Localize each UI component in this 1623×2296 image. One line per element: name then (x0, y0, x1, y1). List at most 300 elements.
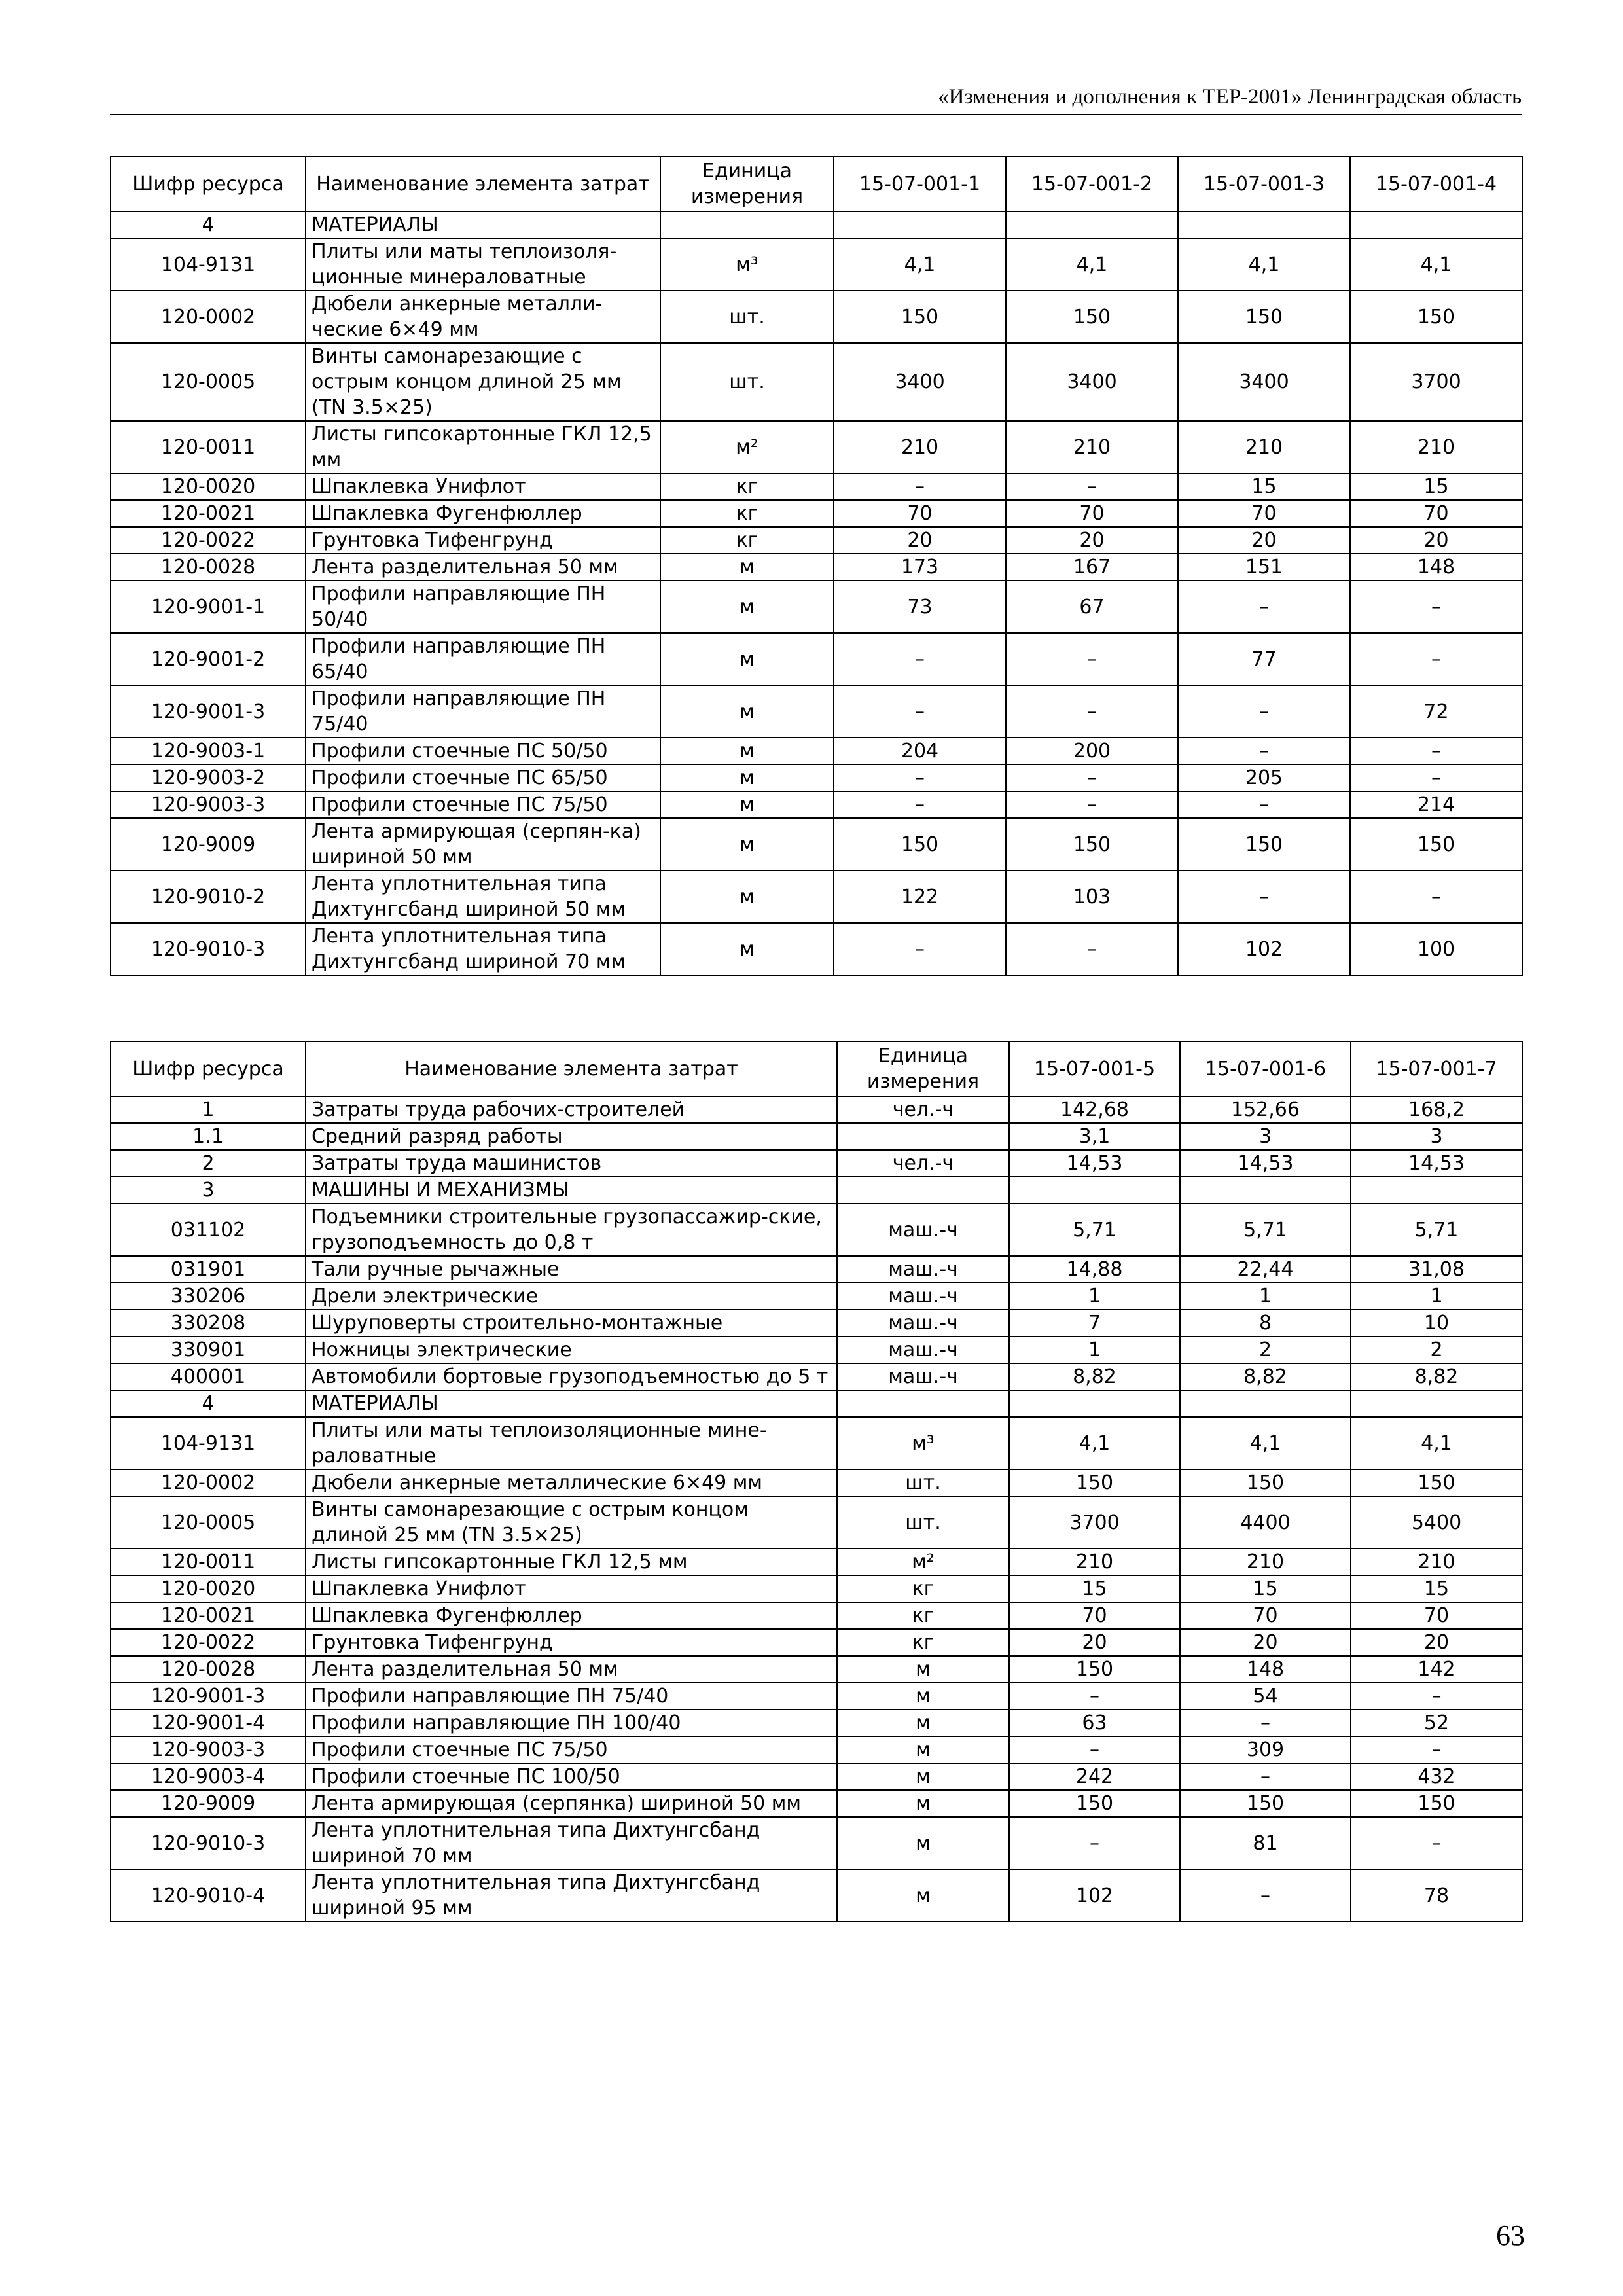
value-cell: 77 (1178, 633, 1350, 685)
unit-cell: чел.-ч (837, 1096, 1009, 1123)
resource-code-cell: 120-0021 (111, 500, 306, 527)
table-row (111, 1096, 1522, 1123)
value-cell: 167 (1006, 554, 1178, 581)
value-cell: 7 (1009, 1310, 1180, 1336)
table-row (111, 211, 1522, 238)
unit-cell (837, 1390, 1009, 1417)
value-cell: 103 (1006, 870, 1178, 923)
value-cell: 20 (1178, 527, 1350, 554)
value-cell: 150 (1180, 1790, 1351, 1817)
value-cell: 150 (1350, 818, 1522, 870)
resource-name-cell: Шпаклевка Фугенфюллер (306, 1602, 837, 1629)
value-cell (1180, 1390, 1351, 1417)
value-cell: 15 (1178, 473, 1350, 500)
value-cell: – (1350, 581, 1522, 633)
resource-code-cell: 120-0028 (111, 554, 306, 581)
column-header: 15-07-001-4 (1350, 156, 1522, 211)
value-cell: 20 (1009, 1629, 1180, 1656)
value-cell: – (1006, 791, 1178, 818)
value-cell: 150 (1006, 291, 1178, 343)
resource-code-cell: 3 (111, 1177, 306, 1204)
value-cell: 5,71 (1009, 1204, 1180, 1256)
value-cell: 4,1 (1006, 238, 1178, 291)
resource-code-cell: 120-9010-4 (111, 1869, 306, 1922)
resource-code-cell: 120-9003-3 (111, 1736, 306, 1763)
value-cell: 1 (1351, 1283, 1522, 1310)
unit-cell: маш.-ч (837, 1336, 1009, 1363)
value-cell: 54 (1180, 1683, 1351, 1710)
unit-cell: м (837, 1817, 1009, 1869)
resource-name-cell: МАТЕРИАЛЫ (306, 211, 660, 238)
value-cell: – (834, 764, 1006, 791)
value-cell: 1 (1009, 1283, 1180, 1310)
value-cell: 14,53 (1180, 1150, 1351, 1177)
resource-name-cell: Лента разделительная 50 мм (306, 554, 660, 581)
unit-cell: м² (660, 421, 834, 473)
value-cell: 148 (1180, 1656, 1351, 1683)
page-number: 63 (1496, 2219, 1525, 2251)
resource-name-cell: Грунтовка Тифенгрунд (306, 527, 660, 554)
unit-cell: кг (837, 1602, 1009, 1629)
resource-name-cell: Профили стоечные ПС 100/50 (306, 1763, 837, 1790)
value-cell: 4,1 (1180, 1417, 1351, 1469)
resource-name-cell: Лента разделительная 50 мм (306, 1656, 837, 1683)
table-row (111, 1683, 1522, 1710)
unit-cell: шт. (660, 291, 834, 343)
value-cell: 4,1 (834, 238, 1006, 291)
unit-cell (837, 1177, 1009, 1204)
column-header: 15-07-001-2 (1006, 156, 1178, 211)
column-header: 15-07-001-6 (1180, 1041, 1351, 1096)
value-cell: 142,68 (1009, 1096, 1180, 1123)
value-cell: 15 (1009, 1575, 1180, 1602)
resource-code-cell: 330901 (111, 1336, 306, 1363)
resource-code-cell: 120-0002 (111, 291, 306, 343)
table-row (111, 1177, 1522, 1204)
resource-name-cell: МАШИНЫ И МЕХАНИЗМЫ (306, 1177, 837, 1204)
resource-name-cell: Дюбели анкерные металли-ческие 6×49 мм (306, 291, 660, 343)
value-cell: 150 (1009, 1656, 1180, 1683)
value-cell: – (1178, 581, 1350, 633)
value-cell: 150 (1006, 818, 1178, 870)
value-cell: – (834, 923, 1006, 975)
value-cell: 1 (1009, 1336, 1180, 1363)
value-cell: 15 (1350, 473, 1522, 500)
value-cell: 14,53 (1009, 1150, 1180, 1177)
value-cell (1178, 211, 1350, 238)
value-cell (1351, 1177, 1522, 1204)
resource-name-cell: Листы гипсокартонные ГКЛ 12,5 мм (306, 421, 660, 473)
value-cell: 20 (1350, 527, 1522, 554)
unit-cell: м (837, 1656, 1009, 1683)
resource-code-cell: 120-9010-3 (111, 1817, 306, 1869)
value-cell: – (1350, 633, 1522, 685)
value-cell: 309 (1180, 1736, 1351, 1763)
value-cell: 14,88 (1009, 1256, 1180, 1283)
value-cell: – (1006, 633, 1178, 685)
value-cell: 204 (834, 738, 1006, 764)
unit-cell: м (660, 870, 834, 923)
value-cell: – (1006, 473, 1178, 500)
resource-code-cell: 120-9001-3 (111, 685, 306, 738)
value-cell: 3 (1180, 1123, 1351, 1150)
table-row (111, 1283, 1522, 1310)
unit-cell: м (660, 764, 834, 791)
value-cell: 72 (1350, 685, 1522, 738)
table-row (111, 685, 1522, 738)
value-cell: 210 (834, 421, 1006, 473)
value-cell: 210 (1180, 1549, 1351, 1575)
unit-cell: м (837, 1790, 1009, 1817)
value-cell: 242 (1009, 1763, 1180, 1790)
value-cell: 102 (1009, 1869, 1180, 1922)
value-cell: 20 (1180, 1629, 1351, 1656)
table-row (111, 818, 1522, 870)
value-cell: 81 (1180, 1817, 1351, 1869)
resource-name-cell: Затраты труда рабочих-строителей (306, 1096, 837, 1123)
value-cell: 432 (1351, 1763, 1522, 1790)
resource-name-cell: Профили направляющие ПН 75/40 (306, 1683, 837, 1710)
table-row (111, 1629, 1522, 1656)
resource-code-cell: 120-0022 (111, 527, 306, 554)
unit-cell: чел.-ч (837, 1150, 1009, 1177)
resource-code-cell: 120-0020 (111, 1575, 306, 1602)
value-cell: – (1180, 1763, 1351, 1790)
resource-name-cell: Лента уплотнительная типа Дихтунгсбанд шириной 95 мм (306, 1869, 837, 1922)
value-cell: 5,71 (1351, 1204, 1522, 1256)
resource-name-cell: Лента уплотнительная типа Дихтунгсбанд шириной 50 мм (306, 870, 660, 923)
resource-name-cell: Винты самонарезающие с острым концом длиной 25 мм (TN 3.5×25) (306, 1496, 837, 1549)
resource-code-cell: 120-9001-3 (111, 1683, 306, 1710)
value-cell: 10 (1351, 1310, 1522, 1336)
unit-cell: маш.-ч (837, 1310, 1009, 1336)
table-row (111, 1496, 1522, 1549)
value-cell: 4,1 (1350, 238, 1522, 291)
value-cell: 78 (1351, 1869, 1522, 1922)
table-header-row (111, 1041, 1522, 1096)
resource-code-cell: 120-9001-2 (111, 633, 306, 685)
unit-cell: м (837, 1763, 1009, 1790)
value-cell: 3400 (1006, 343, 1178, 421)
value-cell: 20 (1006, 527, 1178, 554)
resource-code-cell: 330206 (111, 1283, 306, 1310)
document-header: «Изменения и дополнения к ТЕР-2001» Ленинградская область (938, 85, 1522, 109)
resource-code-cell: 031102 (111, 1204, 306, 1256)
table-row (111, 500, 1522, 527)
value-cell: 70 (1178, 500, 1350, 527)
value-cell: – (1180, 1869, 1351, 1922)
value-cell: 70 (834, 500, 1006, 527)
value-cell: 8 (1180, 1310, 1351, 1336)
value-cell: 70 (1350, 500, 1522, 527)
unit-cell: м³ (660, 238, 834, 291)
resource-name-cell: Средний разряд работы (306, 1123, 837, 1150)
table-row (111, 421, 1522, 473)
unit-cell: кг (837, 1575, 1009, 1602)
resource-name-cell: Профили стоечные ПС 65/50 (306, 764, 660, 791)
unit-cell: м (837, 1869, 1009, 1922)
table-row (111, 870, 1522, 923)
value-cell: 210 (1006, 421, 1178, 473)
resource-table-2 (110, 1041, 1523, 1922)
value-cell: – (1178, 738, 1350, 764)
resource-code-cell: 120-9010-3 (111, 923, 306, 975)
value-cell: 102 (1178, 923, 1350, 975)
resource-name-cell: Дрели электрические (306, 1283, 837, 1310)
resource-code-cell: 4 (111, 211, 306, 238)
unit-cell: м (837, 1683, 1009, 1710)
value-cell: 5400 (1351, 1496, 1522, 1549)
resource-code-cell: 120-9003-2 (111, 764, 306, 791)
table-row (111, 1790, 1522, 1817)
value-cell: 3400 (1178, 343, 1350, 421)
value-cell: 150 (1178, 291, 1350, 343)
value-cell: 4,1 (1009, 1417, 1180, 1469)
table-header-row (111, 156, 1522, 211)
value-cell: – (1009, 1683, 1180, 1710)
value-cell (1180, 1177, 1351, 1204)
value-cell: – (1178, 870, 1350, 923)
table-row (111, 1575, 1522, 1602)
unit-cell: м (660, 554, 834, 581)
resource-name-cell: Профили направляющие ПН 75/40 (306, 685, 660, 738)
unit-cell: маш.-ч (837, 1256, 1009, 1283)
unit-cell: м (837, 1710, 1009, 1736)
value-cell: 151 (1178, 554, 1350, 581)
unit-cell: шт. (837, 1496, 1009, 1549)
value-cell: – (834, 633, 1006, 685)
value-cell: – (834, 473, 1006, 500)
value-cell: 73 (834, 581, 1006, 633)
value-cell: 4400 (1180, 1496, 1351, 1549)
value-cell: 2 (1351, 1336, 1522, 1363)
column-header: 15-07-001-7 (1351, 1041, 1522, 1096)
value-cell: 150 (1009, 1790, 1180, 1817)
value-cell: 8,82 (1351, 1363, 1522, 1390)
table-row (111, 527, 1522, 554)
table-row (111, 1736, 1522, 1763)
value-cell: 20 (1351, 1629, 1522, 1656)
value-cell: – (1351, 1817, 1522, 1869)
value-cell (1009, 1177, 1180, 1204)
resource-name-cell: Лента уплотнительная типа Дихтунгсбанд шириной 70 мм (306, 1817, 837, 1869)
resource-code-cell: 120-9003-4 (111, 1763, 306, 1790)
value-cell: 70 (1006, 500, 1178, 527)
column-header: 15-07-001-1 (834, 156, 1006, 211)
table-row (111, 238, 1522, 291)
resource-name-cell: Шпаклевка Унифлот (306, 473, 660, 500)
resource-code-cell: 120-9003-3 (111, 791, 306, 818)
resource-name-cell: Профили направляющие ПН 50/40 (306, 581, 660, 633)
resource-code-cell: 120-9001-4 (111, 1710, 306, 1736)
value-cell (834, 211, 1006, 238)
table-row (111, 1817, 1522, 1869)
unit-cell: кг (837, 1629, 1009, 1656)
value-cell: – (1009, 1736, 1180, 1763)
resource-name-cell: Лента армирующая (серпянка) шириной 50 мм (306, 1790, 837, 1817)
table-row (111, 1549, 1522, 1575)
resource-name-cell: Листы гипсокартонные ГКЛ 12,5 мм (306, 1549, 837, 1575)
resource-table-1 (110, 156, 1523, 976)
unit-cell (660, 211, 834, 238)
table-row (111, 1150, 1522, 1177)
value-cell: 168,2 (1351, 1096, 1522, 1123)
value-cell: 210 (1350, 421, 1522, 473)
value-cell: 150 (834, 291, 1006, 343)
value-cell: 148 (1350, 554, 1522, 581)
value-cell: – (1006, 923, 1178, 975)
column-header: Шифр ресурса (111, 156, 306, 211)
unit-cell: м² (837, 1549, 1009, 1575)
value-cell: 15 (1180, 1575, 1351, 1602)
table-row (111, 1763, 1522, 1790)
value-cell: 210 (1009, 1549, 1180, 1575)
resource-code-cell: 330208 (111, 1310, 306, 1336)
unit-cell: м (660, 818, 834, 870)
table-row (111, 1710, 1522, 1736)
unit-cell: маш.-ч (837, 1363, 1009, 1390)
value-cell: 3700 (1350, 343, 1522, 421)
header-rule (110, 114, 1522, 115)
resource-name-cell: Грунтовка Тифенгрунд (306, 1629, 837, 1656)
resource-code-cell: 120-9010-2 (111, 870, 306, 923)
value-cell (1351, 1390, 1522, 1417)
value-cell: 8,82 (1180, 1363, 1351, 1390)
resource-name-cell: Профили стоечные ПС 75/50 (306, 1736, 837, 1763)
value-cell: 210 (1351, 1549, 1522, 1575)
value-cell: 150 (1351, 1469, 1522, 1496)
value-cell: 8,82 (1009, 1363, 1180, 1390)
value-cell: 122 (834, 870, 1006, 923)
resource-code-cell: 120-9009 (111, 1790, 306, 1817)
value-cell: 1 (1180, 1283, 1351, 1310)
resource-name-cell: Винты самонарезающие с острым концом длиной 25 мм (TN 3.5×25) (306, 343, 660, 421)
value-cell: 3700 (1009, 1496, 1180, 1549)
table-row (111, 554, 1522, 581)
value-cell: – (1178, 685, 1350, 738)
resource-code-cell: 120-9001-1 (111, 581, 306, 633)
resource-name-cell: Профили стоечные ПС 75/50 (306, 791, 660, 818)
column-header: Шифр ресурса (111, 1041, 306, 1096)
table-row (111, 291, 1522, 343)
resource-name-cell: Шпаклевка Фугенфюллер (306, 500, 660, 527)
value-cell: 70 (1009, 1602, 1180, 1629)
unit-cell: м (660, 633, 834, 685)
value-cell: – (834, 791, 1006, 818)
column-header: Единица измерения (660, 156, 834, 211)
table-row (111, 1390, 1522, 1417)
value-cell: 150 (1178, 818, 1350, 870)
value-cell: – (1006, 764, 1178, 791)
unit-cell: м (660, 923, 834, 975)
resource-code-cell: 031901 (111, 1256, 306, 1283)
value-cell: 2 (1180, 1336, 1351, 1363)
value-cell: – (1350, 764, 1522, 791)
unit-cell: м (660, 581, 834, 633)
unit-cell: кг (660, 473, 834, 500)
value-cell: – (1006, 685, 1178, 738)
resource-name-cell: Ножницы электрические (306, 1336, 837, 1363)
resource-code-cell: 104-9131 (111, 238, 306, 291)
value-cell: 52 (1351, 1710, 1522, 1736)
value-cell: 173 (834, 554, 1006, 581)
value-cell: 67 (1006, 581, 1178, 633)
value-cell: 3 (1351, 1123, 1522, 1150)
table-row (111, 473, 1522, 500)
value-cell: – (1180, 1710, 1351, 1736)
resource-name-cell: Профили направляющие ПН 100/40 (306, 1710, 837, 1736)
resource-name-cell: Профили стоечные ПС 50/50 (306, 738, 660, 764)
column-header: 15-07-001-5 (1009, 1041, 1180, 1096)
unit-cell: кг (660, 500, 834, 527)
value-cell: 150 (1350, 291, 1522, 343)
resource-name-cell: Шуруповерты строительно-монтажные (306, 1310, 837, 1336)
value-cell: 200 (1006, 738, 1178, 764)
value-cell: – (1351, 1683, 1522, 1710)
unit-cell: маш.-ч (837, 1204, 1009, 1256)
resource-code-cell: 2 (111, 1150, 306, 1177)
table-row (111, 1656, 1522, 1683)
value-cell: 5,71 (1180, 1204, 1351, 1256)
unit-cell: м (660, 685, 834, 738)
resource-name-cell: Шпаклевка Унифлот (306, 1575, 837, 1602)
table-row (111, 1417, 1522, 1469)
resource-code-cell: 120-0011 (111, 421, 306, 473)
value-cell: 3,1 (1009, 1123, 1180, 1150)
resource-code-cell: 120-0002 (111, 1469, 306, 1496)
resource-name-cell: Лента армирующая (серпян-ка) шириной 50 мм (306, 818, 660, 870)
resource-code-cell: 120-0020 (111, 473, 306, 500)
value-cell: 150 (1351, 1790, 1522, 1817)
value-cell: 100 (1350, 923, 1522, 975)
table-row (111, 1363, 1522, 1390)
value-cell: 142 (1351, 1656, 1522, 1683)
resource-code-cell: 120-0011 (111, 1549, 306, 1575)
column-header: 15-07-001-3 (1178, 156, 1350, 211)
unit-cell (837, 1123, 1009, 1150)
value-cell: 31,08 (1351, 1256, 1522, 1283)
value-cell: – (1351, 1736, 1522, 1763)
resource-name-cell: Лента уплотнительная типа Дихтунгсбанд шириной 70 мм (306, 923, 660, 975)
table-row (111, 633, 1522, 685)
unit-cell: кг (660, 527, 834, 554)
unit-cell: маш.-ч (837, 1283, 1009, 1310)
table-row (111, 1204, 1522, 1256)
value-cell: – (1350, 870, 1522, 923)
resource-name-cell: Профили направляющие ПН 65/40 (306, 633, 660, 685)
resource-code-cell: 4 (111, 1390, 306, 1417)
resource-name-cell: Подъемники строительные грузопассажир-ские, грузоподъемность до 0,8 т (306, 1204, 837, 1256)
table-row (111, 581, 1522, 633)
unit-cell: м (837, 1736, 1009, 1763)
resource-code-cell: 120-0022 (111, 1629, 306, 1656)
value-cell: 70 (1180, 1602, 1351, 1629)
table-row (111, 1336, 1522, 1363)
value-cell: 150 (834, 818, 1006, 870)
resource-name-cell: Затраты труда машинистов (306, 1150, 837, 1177)
column-header: Единица измерения (837, 1041, 1009, 1096)
value-cell: 20 (834, 527, 1006, 554)
table-row (111, 1469, 1522, 1496)
value-cell: 205 (1178, 764, 1350, 791)
resource-code-cell: 1 (111, 1096, 306, 1123)
value-cell: 150 (1180, 1469, 1351, 1496)
resource-name-cell: Плиты или маты теплоизоляционные мине-раловатные (306, 1417, 837, 1469)
unit-cell: м³ (837, 1417, 1009, 1469)
unit-cell: шт. (660, 343, 834, 421)
resource-name-cell: Плиты или маты теплоизоля-ционные минераловатные (306, 238, 660, 291)
value-cell: 210 (1178, 421, 1350, 473)
